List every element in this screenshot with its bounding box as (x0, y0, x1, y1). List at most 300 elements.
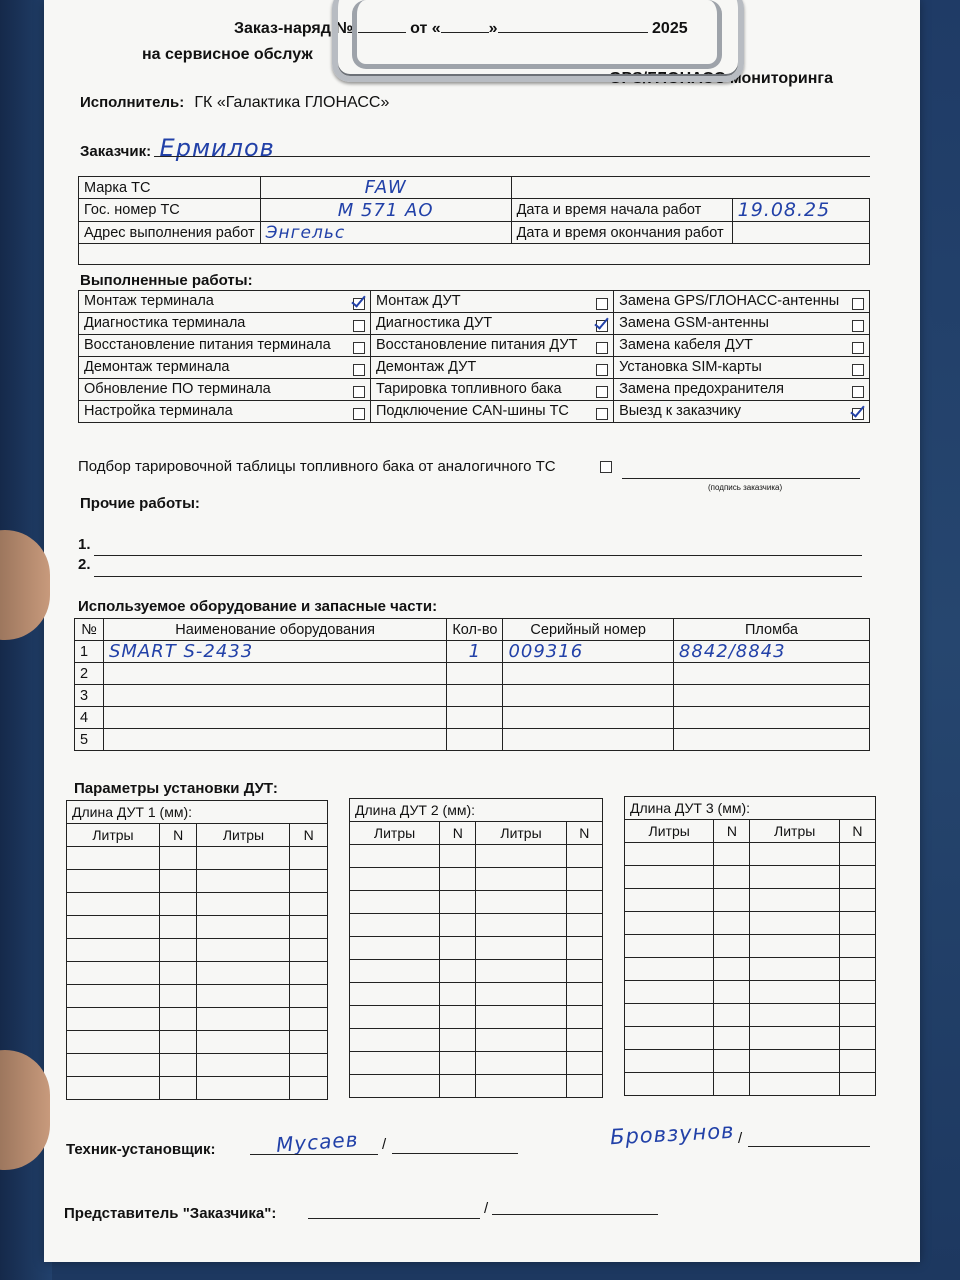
customer-line (154, 156, 870, 157)
dut-row (350, 868, 603, 891)
works-row (79, 379, 870, 401)
dut-cell[interactable] (67, 1054, 160, 1077)
dut-row (67, 847, 328, 870)
dut-cell[interactable] (197, 870, 290, 893)
dut-cell[interactable] (625, 935, 714, 958)
dut-col-header: Литры (350, 822, 440, 845)
work-cell (79, 401, 371, 423)
dut-cell[interactable] (714, 1004, 750, 1027)
equipment-cell (103, 707, 446, 729)
dut-cell[interactable] (159, 847, 197, 870)
dut-cell[interactable] (350, 983, 440, 1006)
work-label: Обновление ПО терминала (84, 381, 271, 397)
dut-cell[interactable] (839, 1004, 875, 1027)
tech-signature-1: Мусаев (275, 1127, 360, 1157)
dut-cell[interactable] (197, 962, 290, 985)
dut-cell[interactable] (566, 1029, 602, 1052)
dut-row (350, 937, 603, 960)
work-checkbox[interactable] (353, 298, 365, 310)
dut-cell[interactable] (625, 889, 714, 912)
dut-box-2 (349, 798, 603, 1098)
dut-cell[interactable] (440, 1029, 476, 1052)
dut-cell[interactable] (750, 912, 839, 935)
dut-cell[interactable] (159, 1031, 197, 1054)
dut-box-title: Длина ДУТ 1 (мм): (67, 801, 328, 824)
dut-row (67, 962, 328, 985)
dut-cell[interactable] (839, 843, 875, 866)
work-label: Монтаж терминала (84, 293, 214, 309)
dut-row (67, 1054, 328, 1077)
dut-cell[interactable] (159, 893, 197, 916)
dut-row (67, 1031, 328, 1054)
work-label: Замена кабеля ДУТ (619, 337, 753, 353)
equipment-cell (75, 729, 104, 751)
header-year: 2025 (652, 20, 688, 37)
work-label: Восстановление питания терминала (84, 337, 331, 353)
selection-row (78, 458, 612, 475)
dut-cell[interactable] (714, 1050, 750, 1073)
work-label: Подключение CAN-шины ТС (375, 403, 569, 419)
dut-row (625, 866, 876, 889)
equipment-cell (447, 729, 503, 751)
dut-cell[interactable] (67, 847, 160, 870)
dut-cell[interactable] (625, 912, 714, 935)
work-checkbox[interactable] (852, 320, 864, 332)
equipment-cell (103, 685, 446, 707)
executor-row (80, 94, 389, 112)
work-checkbox[interactable] (852, 342, 864, 354)
dut-row (625, 935, 876, 958)
work-checkbox[interactable] (852, 364, 864, 376)
dut-cell[interactable] (440, 868, 476, 891)
dut-cell[interactable] (476, 1075, 566, 1098)
equipment-cell (75, 685, 104, 707)
dut-row (625, 958, 876, 981)
tech-slash-2: / (738, 1130, 743, 1147)
address-value (260, 222, 511, 244)
equipment-cell (447, 641, 503, 663)
works-row (79, 401, 870, 423)
dut-cell[interactable] (290, 1077, 328, 1100)
work-checkbox[interactable] (353, 364, 365, 376)
dut-cell[interactable] (440, 937, 476, 960)
equipment-header-cell: Пломба (673, 619, 869, 641)
dut-cell[interactable] (197, 1054, 290, 1077)
dut-cell[interactable] (67, 1031, 160, 1054)
dut-col-header: Литры (197, 824, 290, 847)
table-row (75, 663, 870, 685)
rep-line-1 (308, 1218, 480, 1219)
dut-row (625, 889, 876, 912)
dut-cell[interactable] (290, 847, 328, 870)
header-quote: » (488, 20, 498, 37)
dut-cell[interactable] (625, 958, 714, 981)
equipment-cell (503, 641, 673, 663)
work-cell (614, 335, 870, 357)
work-checkbox[interactable] (353, 386, 365, 398)
dut-cell[interactable] (350, 1075, 440, 1098)
work-cell (79, 313, 371, 335)
vehicle-table (78, 176, 870, 265)
dut-cell[interactable] (197, 1077, 290, 1100)
other-item-2: 2. (78, 556, 91, 573)
work-label: Тарировка топливного бака (375, 381, 562, 397)
work-cell (370, 379, 613, 401)
dut-col-header: N (714, 820, 750, 843)
dut-cell[interactable] (159, 962, 197, 985)
dut-cell[interactable] (440, 845, 476, 868)
dut-cell[interactable] (350, 868, 440, 891)
work-cell (370, 357, 613, 379)
equipment-cell-text: SMART S-2433 (108, 641, 254, 662)
equipment-cell-text: 5 (80, 731, 89, 748)
selection-checkbox[interactable] (600, 461, 612, 473)
dut-cell[interactable] (290, 962, 328, 985)
equipment-cell (447, 663, 503, 685)
dut-col-header: Литры (750, 820, 839, 843)
work-label: Демонтаж терминала (84, 359, 230, 375)
dut-cell[interactable] (476, 845, 566, 868)
dut-cell[interactable] (197, 1008, 290, 1031)
dut-cell[interactable] (350, 891, 440, 914)
works-row (79, 335, 870, 357)
work-cell (370, 335, 613, 357)
customer-signature-line (622, 478, 860, 479)
dut-cell[interactable] (476, 914, 566, 937)
dut-cell[interactable] (714, 1073, 750, 1096)
dut-cell[interactable] (750, 1073, 839, 1096)
dut-row (625, 1027, 876, 1050)
dut-cell[interactable] (197, 1031, 290, 1054)
dut-cell[interactable] (290, 1008, 328, 1031)
plate-label: Гос. номер ТС (79, 199, 261, 222)
dut-cell[interactable] (350, 1052, 440, 1075)
dut-cell[interactable] (159, 939, 197, 962)
dut-cell[interactable] (625, 981, 714, 1004)
work-label: Замена предохранителя (619, 381, 784, 397)
dut-cell[interactable] (350, 937, 440, 960)
dut-cell[interactable] (566, 937, 602, 960)
other-line-2 (94, 576, 862, 577)
equipment-cell (503, 663, 673, 685)
dut-row (625, 843, 876, 866)
brand-label: Марка ТС (79, 177, 261, 199)
header-title-line2 (142, 46, 313, 64)
dut-row (350, 960, 603, 983)
dut-cell[interactable] (714, 935, 750, 958)
address-label: Адрес выполнения работ (79, 222, 261, 244)
equipment-header-cell: № (75, 619, 104, 641)
dut-cell[interactable] (476, 868, 566, 891)
dut-cell[interactable] (566, 845, 602, 868)
work-checkbox[interactable] (596, 386, 608, 398)
header-title-monitoring: ониторинга (741, 70, 833, 87)
dut-cell[interactable] (67, 916, 160, 939)
dut-cell[interactable] (67, 985, 160, 1008)
header-title-from: от « (410, 20, 441, 37)
dut-cell[interactable] (566, 983, 602, 1006)
dut-cell[interactable] (839, 889, 875, 912)
dut-cell[interactable] (440, 891, 476, 914)
dut-col-header: N (440, 822, 476, 845)
work-order-sheet (44, 0, 920, 1262)
brand-spacer (511, 177, 869, 199)
dut-cell[interactable] (714, 1027, 750, 1050)
tech-label: Техник-установщик: (66, 1141, 216, 1158)
work-label: Монтаж ДУТ (375, 293, 461, 309)
work-label: Диагностика ДУТ (375, 315, 493, 331)
dut-row (350, 1075, 603, 1098)
dut-cell[interactable] (714, 981, 750, 1004)
dut-cell[interactable] (159, 916, 197, 939)
dut-cell[interactable] (839, 1073, 875, 1096)
dut-cell[interactable] (67, 962, 160, 985)
dut-cell[interactable] (566, 1006, 602, 1029)
dut-col-header: Литры (67, 824, 160, 847)
dut-cell[interactable] (290, 870, 328, 893)
works-table (78, 290, 870, 423)
work-label: Установка SIM-карты (619, 359, 762, 375)
header-title-order: Заказ-наряд № (234, 20, 354, 37)
dut-cell[interactable] (625, 1027, 714, 1050)
dut-cell[interactable] (714, 889, 750, 912)
dut-cell[interactable] (67, 870, 160, 893)
dut-cell[interactable] (476, 1006, 566, 1029)
dut-row (350, 983, 603, 1006)
equipment-cell (75, 641, 104, 663)
tech-signature-2: Бровзунов (609, 1118, 736, 1150)
work-checkbox[interactable] (596, 408, 608, 420)
equipment-table (74, 618, 870, 751)
dut-cell[interactable] (566, 914, 602, 937)
dut-row (625, 912, 876, 935)
dut-cell[interactable] (197, 939, 290, 962)
dut-cell[interactable] (159, 985, 197, 1008)
dut-cell[interactable] (476, 960, 566, 983)
dut-row (67, 893, 328, 916)
work-checkbox[interactable] (852, 408, 864, 420)
dut-cell[interactable] (197, 847, 290, 870)
equipment-cell (103, 663, 446, 685)
works-row (79, 313, 870, 335)
work-cell (614, 291, 870, 313)
work-checkbox[interactable] (353, 320, 365, 332)
work-checkbox[interactable] (596, 364, 608, 376)
dut-cell[interactable] (625, 1073, 714, 1096)
dut-cell[interactable] (750, 889, 839, 912)
dut-row (350, 891, 603, 914)
equipment-cell (75, 707, 104, 729)
dut-cell[interactable] (159, 1054, 197, 1077)
dut-cell[interactable] (290, 916, 328, 939)
works-title: Выполненные работы: (80, 272, 253, 289)
dut-row (350, 845, 603, 868)
dut-cell[interactable] (476, 891, 566, 914)
dut-cell[interactable] (476, 1029, 566, 1052)
equipment-cell (503, 707, 673, 729)
table-row (75, 729, 870, 751)
dut-row (67, 1008, 328, 1031)
dut-cell[interactable] (440, 960, 476, 983)
dut-cell[interactable] (350, 914, 440, 937)
dut-cell[interactable] (839, 866, 875, 889)
work-checkbox[interactable] (353, 342, 365, 354)
dut-cell[interactable] (750, 958, 839, 981)
work-cell (79, 291, 371, 313)
work-checkbox[interactable] (852, 386, 864, 398)
work-label: Замена GPS/ГЛОНАСС-антенны (619, 293, 840, 309)
dut-cell[interactable] (440, 914, 476, 937)
dut-cell[interactable] (714, 912, 750, 935)
equipment-cell-text: 1 (468, 641, 482, 662)
dut-cell[interactable] (440, 1052, 476, 1075)
work-cell (79, 357, 371, 379)
dut-cell[interactable] (476, 983, 566, 1006)
dut-cell[interactable] (839, 935, 875, 958)
dut-cell[interactable] (290, 893, 328, 916)
dut-cell[interactable] (839, 981, 875, 1004)
dut-cell[interactable] (159, 870, 197, 893)
brand-value-text: FAW (364, 177, 407, 198)
equipment-header-cell: Серийный номер (503, 619, 673, 641)
equipment-cell (75, 663, 104, 685)
executor-value: ГК «Галактика ГЛОНАСС» (194, 94, 390, 111)
dut-cell[interactable] (714, 866, 750, 889)
dut-row (67, 985, 328, 1008)
dut-cell[interactable] (350, 1029, 440, 1052)
work-label: Демонтаж ДУТ (375, 359, 477, 375)
customer-row (80, 134, 275, 162)
dut-cell[interactable] (839, 1050, 875, 1073)
start-label: Дата и время начала работ (511, 199, 732, 222)
dut-cell[interactable] (714, 958, 750, 981)
dut-cell[interactable] (566, 891, 602, 914)
table-row (75, 685, 870, 707)
work-cell (79, 335, 371, 357)
dut-cell[interactable] (290, 1031, 328, 1054)
equipment-cell-text: 3 (80, 687, 89, 704)
other-item-1: 1. (78, 536, 91, 553)
dut-row (625, 981, 876, 1004)
dut-cell[interactable] (839, 958, 875, 981)
dut-row (625, 1050, 876, 1073)
vehicle-blank-row (79, 244, 870, 265)
dut-cell[interactable] (750, 935, 839, 958)
work-checkbox[interactable] (353, 408, 365, 420)
work-label: Восстановление питания ДУТ (375, 337, 578, 353)
dut-cell[interactable] (839, 912, 875, 935)
dut-cell[interactable] (290, 939, 328, 962)
header-title-gps: GPS/ГЛОНАСС м (609, 70, 742, 87)
dut-cell[interactable] (625, 843, 714, 866)
dut-cell[interactable] (566, 1075, 602, 1098)
dut-cell[interactable] (476, 1052, 566, 1075)
other-line-1 (94, 555, 862, 556)
work-checkbox[interactable] (596, 342, 608, 354)
dut-cell[interactable] (750, 843, 839, 866)
dut-cell[interactable] (197, 916, 290, 939)
dut-cell[interactable] (750, 866, 839, 889)
dut-cell[interactable] (625, 866, 714, 889)
dut-cell[interactable] (714, 843, 750, 866)
work-label: Диагностика терминала (84, 315, 246, 331)
dut-cell[interactable] (159, 1008, 197, 1031)
equipment-cell (447, 685, 503, 707)
equipment-cell-text: 2 (80, 665, 89, 682)
dut-cell[interactable] (566, 1052, 602, 1075)
dut-cell[interactable] (750, 1004, 839, 1027)
dut-row (625, 1073, 876, 1096)
end-value (732, 222, 869, 244)
dut-title: Параметры установки ДУТ: (74, 780, 278, 797)
dut-cell[interactable] (440, 1006, 476, 1029)
equipment-cell (503, 729, 673, 751)
dut-cell[interactable] (625, 1050, 714, 1073)
dut-cell[interactable] (839, 1027, 875, 1050)
works-row (79, 291, 870, 313)
dut-cell[interactable] (440, 983, 476, 1006)
dut-cell[interactable] (350, 845, 440, 868)
rep-slash: / (484, 1200, 489, 1217)
tech-line-1 (250, 1154, 378, 1155)
dut-cell[interactable] (750, 1027, 839, 1050)
selection-label: Подбор тарировочной таблицы топливного бака от аналогичного ТС (78, 458, 556, 475)
start-value (732, 199, 869, 222)
work-checkbox[interactable] (596, 298, 608, 310)
dut-cell[interactable] (566, 960, 602, 983)
dut-cell[interactable] (159, 1077, 197, 1100)
dut-cell[interactable] (625, 1004, 714, 1027)
dut-cell[interactable] (750, 981, 839, 1004)
work-checkbox[interactable] (852, 298, 864, 310)
dut-cell[interactable] (566, 868, 602, 891)
dut-cell[interactable] (67, 1008, 160, 1031)
equipment-title: Используемое оборудование и запасные части: (78, 598, 438, 615)
dut-cell[interactable] (197, 893, 290, 916)
dut-cell[interactable] (67, 939, 160, 962)
equipment-header-cell: Наименование оборудования (103, 619, 446, 641)
executor-label: Исполнитель: (80, 94, 185, 111)
clipboard-clip-inner (352, 0, 722, 69)
other-works-title: Прочие работы: (80, 495, 200, 512)
work-label: Выезд к заказчику (619, 403, 741, 419)
signature-caption: (подпись заказчика) (708, 483, 783, 492)
dut-row (67, 1077, 328, 1100)
work-checkbox[interactable] (596, 320, 608, 332)
dut-cell[interactable] (350, 960, 440, 983)
work-cell (370, 313, 613, 335)
dut-cell[interactable] (67, 1077, 160, 1100)
work-label: Замена GSM-антенны (619, 315, 769, 331)
work-cell (614, 357, 870, 379)
dut-col-header: N (566, 822, 602, 845)
equipment-cell-text: 1 (80, 643, 89, 660)
dut-cell[interactable] (440, 1075, 476, 1098)
customer-rep-label: Представитель "Заказчика": (64, 1205, 277, 1222)
dut-cell[interactable] (197, 985, 290, 1008)
tech-slash-1: / (382, 1136, 387, 1153)
dut-cell[interactable] (750, 1050, 839, 1073)
dut-cell[interactable] (290, 985, 328, 1008)
dut-box-3 (624, 796, 876, 1096)
dut-cell[interactable] (290, 1054, 328, 1077)
equipment-cell-text: 8842/8843 (678, 641, 786, 662)
dut-cell[interactable] (476, 937, 566, 960)
dut-cell[interactable] (350, 1006, 440, 1029)
dut-cell[interactable] (67, 893, 160, 916)
dut-box-1 (66, 800, 328, 1100)
equipment-cell (673, 729, 869, 751)
